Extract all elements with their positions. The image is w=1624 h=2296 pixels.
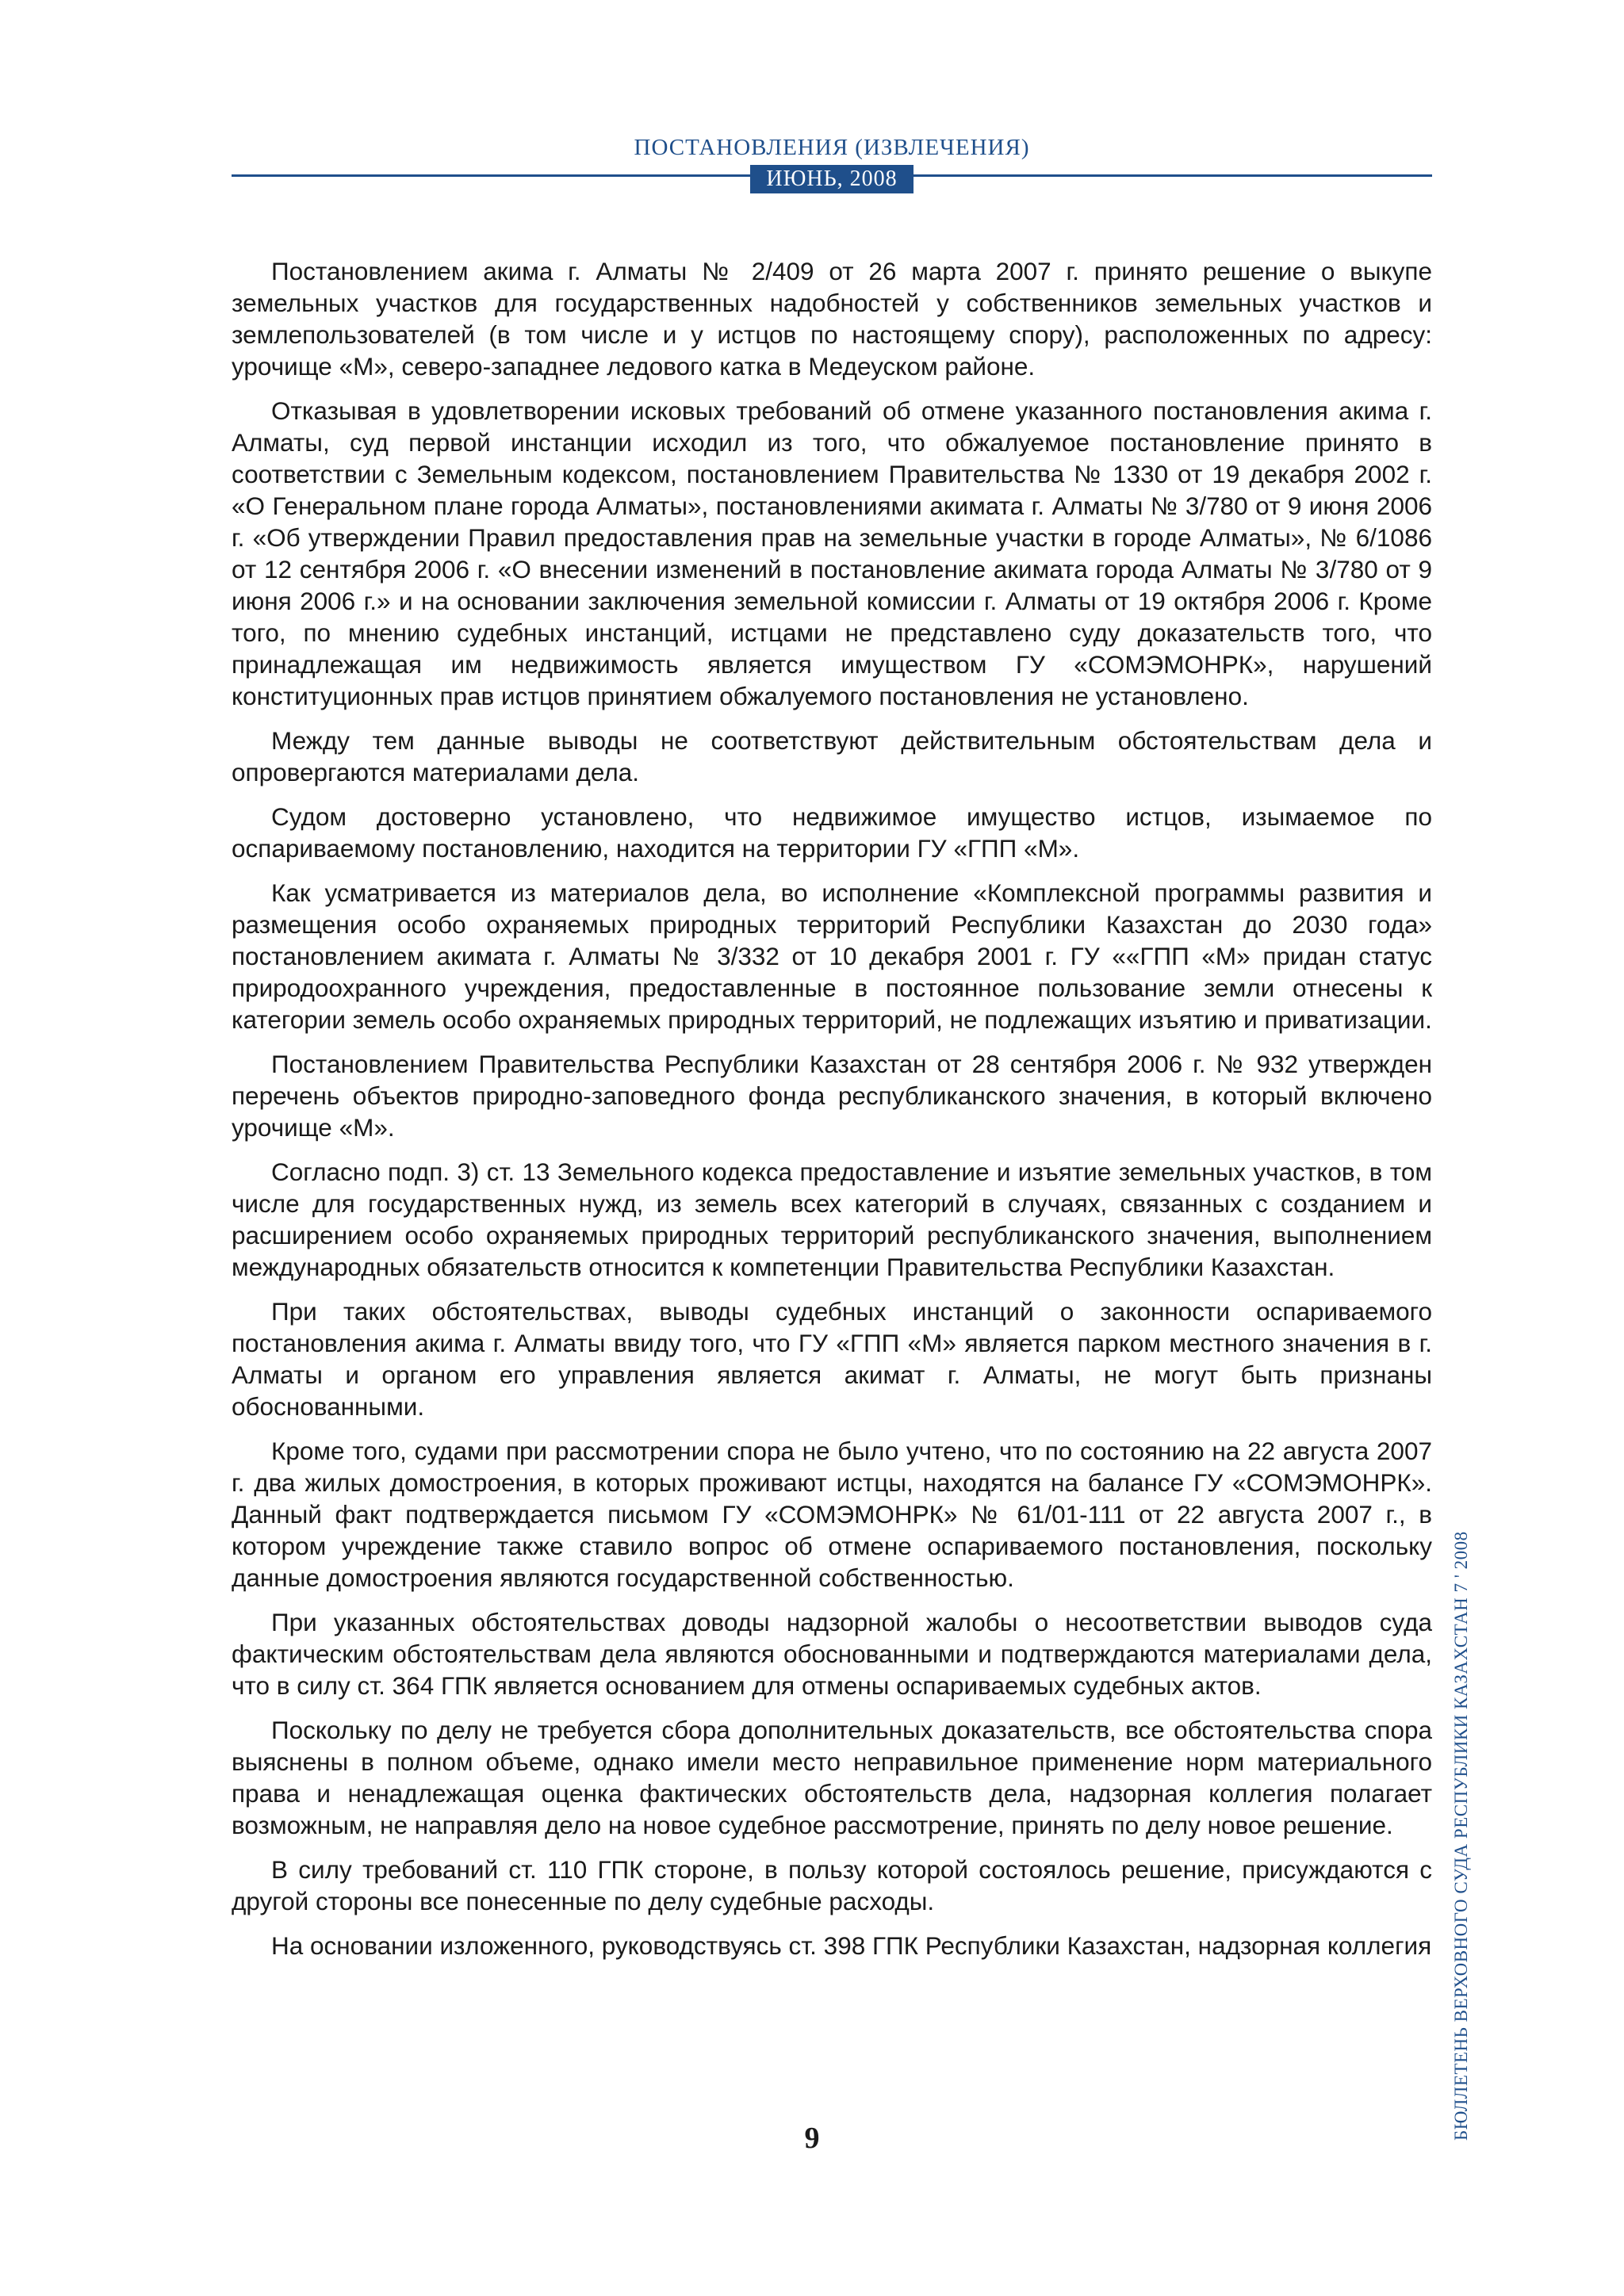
paragraph: Постановлением Правительства Республики Казахстан от 28 сентября 2006 г. № 932 утвержден перечень объектов природно-заповедного фонда республиканского значения, в который включено урочище «М». bbox=[232, 1050, 1432, 1142]
paragraph: Отказывая в удовлетворении исковых требований об отмене указанного постановления акима г. Алматы, суд первой инстанции исходил из того, что обжалуемое постановление принято в соответствии с Земельным кодексом, постановлением Правительства № 1330 от 19 декабря 2002 г. «О Генеральном плане города Алматы», постановлениями акимата г. Алматы № 3/780 от 9 июня 2006 г. «Об утверждении Правил предоставления прав на земельные участки в городе Алматы», № 6/1086 от 12 сентября 2006 г. «О внесении изменений в постановление акимата города Алматы № 3/780 от 9 июня 2006 г.» и на основании заключения земельной комиссии г. Алматы от 19 октября 2006 г. Кроме того, по мнению судебных инстанций, истцами не представлено суду доказательств того, что принадлежащая им недвижимость является имуществом ГУ «СОМЭМОНРК», нарушений конституционных прав истцов принятием обжалуемого постановления не установлено. bbox=[232, 396, 1432, 710]
paragraph: Поскольку по делу не требуется сбора дополнительных доказательств, все обстоятельства спора выяснены в полном объеме, однако имели место неправильное применение норм материального права и ненадлежащая оценка фактических обстоятельств дела, надзорная коллегия полагает возможным, не направляя дело на новое судебное рассмотрение, принять по делу новое решение. bbox=[232, 1716, 1432, 1839]
paragraph: Между тем данные выводы не соответствуют действительным обстоятельствам дела и опровергаются материалами дела. bbox=[232, 726, 1432, 786]
document-body bbox=[232, 255, 1432, 1974]
paragraph: В силу требований ст. 110 ГПК стороне, в пользу которой состоялось решение, присуждаются с другой стороны все понесенные по делу судебные расходы. bbox=[232, 1855, 1432, 1915]
paragraph: На основании изложенного, руководствуясь ст. 398 ГПК Республики Казахстан, надзорная коллегия bbox=[271, 1931, 1432, 1960]
page-header bbox=[232, 135, 1432, 206]
paragraph: Как усматривается из материалов дела, во исполнение «Комплексной программы развития и размещения особо охраняемых природных территорий Республики Казахстан до 2030 года» постановлением акимата г. Алматы № 3/332 от 10 декабря 2001 г. ГУ ««ГПП «М» придан статус природоохранного учреждения, предоставленные в постоянное пользование земли отнесены к категории земель особо охраняемых природных территорий, не подлежащих изъятию и приватизации. bbox=[232, 878, 1432, 1034]
paragraph: Кроме того, судами при рассмотрении спора не было учтено, что по состоянию на 22 августа 2007 г. два жилых домостроения, в которых проживают истцы, находятся на балансе ГУ «СОМЭМОНРК». Данный факт подтверждается письмом ГУ «СОМЭМОНРК» № 61/01-111 от 22 августа 2007 г., в котором учреждение также ставило вопрос об отмене оспариваемого постановления, поскольку данные домостроения являются государственной собственностью. bbox=[232, 1437, 1432, 1592]
paragraph: Согласно подп. 3) ст. 13 Земельного кодекса предоставление и изъятие земельных участков, в том числе для государственных нужд, из земель всех категорий в случаях, связанных с созданием и расширением особо охраняемых природных территорий республиканского значения, выполнением международных обязательств относится к компетенции Правительства Республики Казахстан. bbox=[232, 1158, 1432, 1281]
header-rule-right bbox=[914, 174, 1432, 177]
journal-side-caption: БЮЛЛЕТЕНЬ ВЕРХОВНОГО СУДА РЕСПУБЛИКИ КАЗАХСТАН 7 ' 2008 bbox=[1451, 1531, 1471, 2141]
section-title: ПОСТАНОВЛЕНИЯ (ИЗВЛЕЧЕНИЯ) bbox=[634, 135, 1030, 160]
paragraph: При таких обстоятельствах, выводы судебных инстанций о законности оспариваемого постановления акима г. Алматы ввиду того, что ГУ «ГПП «М» является парком местного значения в г. Алматы и органом его управления является акимат г. Алматы, не могут быть признаны обоснованными. bbox=[232, 1297, 1432, 1421]
paragraph: Постановлением акима г. Алматы № 2/409 от 26 марта 2007 г. принято решение о выкупе земельных участков для государственных надобностей у собственников земельных участков и землепользователей (в том числе и у истцов по настоящему спору), расположенных по адресу: урочище «М», северо-западнее ледового катка в Медеуском районе. bbox=[232, 257, 1432, 381]
paragraph: Судом достоверно установлено, что недвижимое имущество истцов, изымаемое по оспариваемому постановлению, находится на территории ГУ «ГПП «М». bbox=[232, 802, 1432, 863]
header-rule-left bbox=[232, 174, 750, 177]
page-number: 9 bbox=[804, 2122, 820, 2155]
issue-date-badge: ИЮНЬ, 2008 bbox=[750, 165, 914, 193]
paragraph: При указанных обстоятельствах доводы надзорной жалобы о несоответствии выводов суда фактическим обстоятельствам дела являются обоснованными и подтверждаются материалами дела, что в силу ст. 364 ГПК является основанием для отмены оспариваемых судебных актов. bbox=[232, 1608, 1432, 1700]
